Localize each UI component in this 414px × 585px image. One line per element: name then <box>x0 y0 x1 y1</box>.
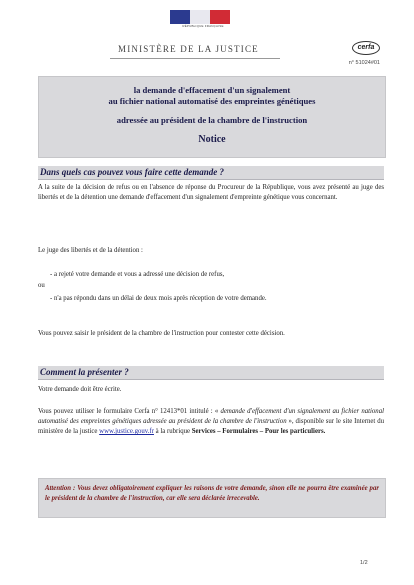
section2-form-title: demande d'effacement d'un signalement au fichier national automatisé des empreintes génétiques adressée au président de la chambre de l'instruction <box>38 408 384 425</box>
section2-paragraph-1: Votre demande doit être écrite. <box>38 386 122 393</box>
section2-text-c: », disponible sur le site Internet du ministère de la justice <box>38 418 384 435</box>
section2-text-a: Vous pouvez utiliser le formulaire Cerfa n° 12413*01 intitulé : « <box>38 408 219 415</box>
title-line-3: adressée au président de la chambre de l'instruction <box>116 115 308 125</box>
title-box <box>38 76 386 158</box>
header-divider <box>110 58 280 59</box>
page-number: 1/2 <box>360 560 368 566</box>
section1-or: ou <box>38 282 45 289</box>
title-notice: Notice <box>198 134 226 145</box>
warning-box <box>38 478 386 518</box>
section1-bullet-1: - a rejeté votre demande et vous a adressé une décision de refus, <box>50 271 225 278</box>
section1-heading: Dans quels cas pouvez vous faire cette demande ? <box>38 166 384 180</box>
cerfa-logo: cerfa <box>352 41 380 55</box>
warning-text: Attention : Vous devez obligatoirement expliquer les raisons de votre demande, sinon elle ne pourra être examinée par le président de la chambre de l'instruction, car elle sera déclarée irrecevable. <box>45 485 379 502</box>
section2-text-d: à la rubrique <box>155 428 191 435</box>
section2-services-path: Services – Formulaires – Pour les particuliers. <box>191 428 326 435</box>
republic-label: RÉPUBLIQUE FRANÇAISE <box>182 24 224 28</box>
section1-paragraph-3: Vous pouvez saisir le président de la chambre de l'instruction pour contester cette décision. <box>38 330 285 337</box>
cerfa-number: n° 51024#01 <box>348 60 380 66</box>
section2-paragraph-2 <box>38 407 384 437</box>
section2-heading: Comment la présenter ? <box>38 366 384 380</box>
justice-website-link[interactable]: www.justice.gouv.fr <box>99 428 154 435</box>
section1-paragraph-2: Le juge des libertés et de la détention : <box>38 247 143 254</box>
french-flag-logo <box>170 10 230 24</box>
title-line-1: la demande d'effacement d'un signalement <box>133 85 291 95</box>
ministry-name: MINISTÈRE DE LA JUSTICE <box>118 44 259 54</box>
section1-bullet-2: - n'a pas répondu dans un délai de deux mois après réception de votre demande. <box>50 295 267 302</box>
section1-paragraph-1: A la suite de la décision de refus ou en l'absence de réponse du Procureur de la République, vous avez présenté au juge des libertés et de la détention une demande d'effacement d'un signalement d'empreinte génétique vous concernant. <box>38 184 384 201</box>
title-line-2: au fichier national automatisé des empreintes génétiques <box>108 96 316 106</box>
